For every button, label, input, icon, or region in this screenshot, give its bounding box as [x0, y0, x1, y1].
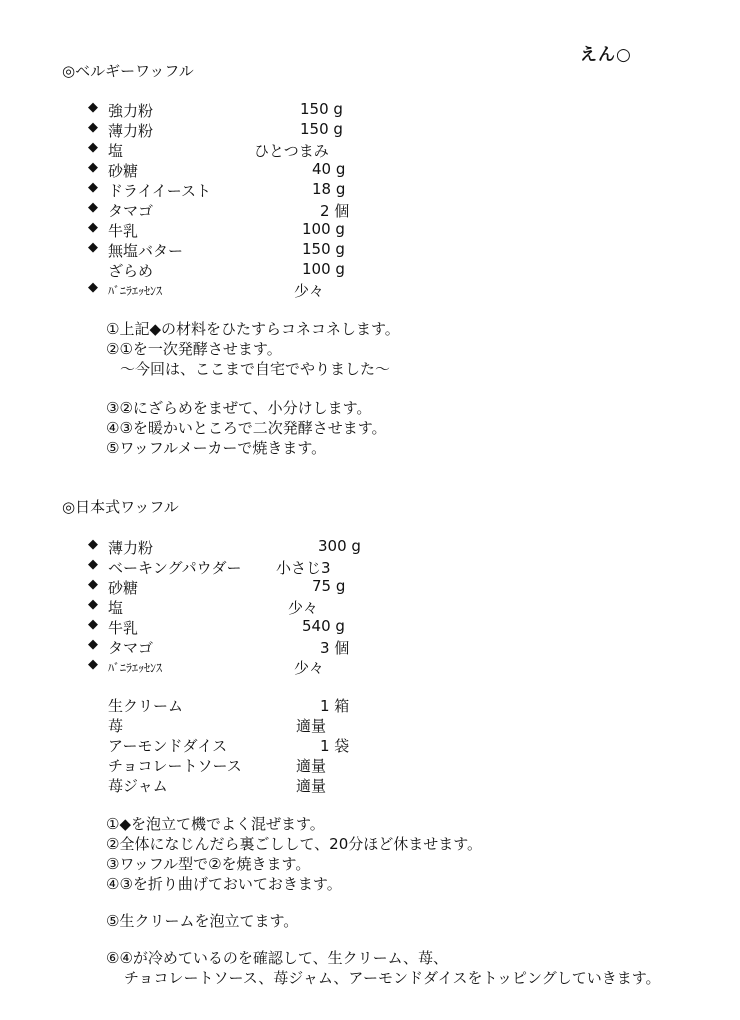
ingredient-row [88, 577, 388, 597]
section-title-belgian: ◎ベルギーワッフル [62, 62, 194, 80]
ingredient-name: タマゴ [108, 639, 154, 657]
step-text: ④③を折り曲げておいておきます。 [106, 875, 342, 893]
topping-qty: 1 箱 [320, 697, 350, 715]
author-name: えん○ [580, 45, 632, 65]
ingredient-qty: 540 g [302, 617, 345, 635]
ingredient-name: 砂糖 [108, 162, 139, 180]
ingredient-qty: 少々 [294, 659, 325, 677]
ingredient-row [88, 100, 388, 120]
topping-qty: 1 袋 [320, 737, 350, 755]
step-text: ⑤生クリームを泡立てます。 [106, 912, 299, 930]
ingredient-qty: 少々 [288, 599, 319, 617]
ingredient-name: 塩 [108, 599, 124, 617]
diamond-bullet-icon: ◆ [88, 577, 98, 592]
ingredient-row [88, 617, 388, 637]
diamond-bullet-icon: ◆ [88, 220, 98, 235]
step-text: ①◆を泡立て機でよく混ぜます。 [106, 815, 325, 833]
ingredient-name: 強力粉 [108, 102, 154, 120]
step-text: ⑥④が冷めているのを確認して、生クリーム、苺、 [106, 949, 449, 967]
ingredient-qty: 100 g [302, 220, 345, 238]
step-text: ③ワッフル型で②を焼きます。 [106, 855, 311, 873]
step-text: ⑤ワッフルメーカーで焼きます。 [106, 439, 327, 457]
ingredient-row [88, 200, 388, 220]
topping-name: アーモンドダイス [108, 737, 228, 755]
topping-qty: 適量 [296, 777, 327, 795]
ingredient-name: ざらめ [108, 262, 154, 280]
topping-name: 苺 [108, 717, 124, 735]
step-text: ④③を暖かいところで二次発酵させます。 [106, 419, 387, 437]
ingredient-qty: 小さじ3 [276, 559, 331, 577]
ingredient-name: ドライイースト [108, 182, 212, 200]
topping-row [108, 755, 368, 775]
step-text: ②①を一次発酵させます。 [106, 340, 282, 358]
ingredient-name: ﾊﾞﾆﾗｴｯｾﾝｽ [108, 284, 163, 298]
ingredient-name: 牛乳 [108, 222, 139, 240]
diamond-bullet-icon: ◆ [88, 200, 98, 215]
diamond-bullet-icon: ◆ [88, 557, 98, 572]
section-title-japanese: ◎日本式ワッフル [62, 498, 179, 516]
diamond-bullet-icon: ◆ [88, 617, 98, 632]
ingredient-qty: 18 g [312, 180, 346, 198]
ingredient-qty: ひとつまみ [254, 142, 329, 160]
ingredient-qty: 75 g [312, 577, 346, 595]
ingredient-qty: 100 g [302, 260, 345, 278]
diamond-bullet-icon: ◆ [88, 140, 98, 155]
ingredient-row [88, 557, 408, 577]
ingredient-row [88, 637, 388, 657]
ingredient-name: 薄力粉 [108, 122, 154, 140]
step-text: ③②にざらめをまぜて、小分けします。 [106, 399, 372, 417]
ingredient-name: ベーキングパウダー [108, 559, 242, 577]
ingredient-row [88, 160, 388, 180]
step-note: ～今回は、ここまで自宅でやりました～ [120, 360, 391, 378]
ingredient-name: タマゴ [108, 202, 154, 220]
step-text-continued: チョコレートソース、苺ジャム、アーモンドダイスをトッピングしていきます。 [124, 969, 661, 987]
ingredient-row [88, 180, 388, 200]
diamond-bullet-icon: ◆ [88, 120, 98, 135]
ingredient-name: 無塩バター [108, 242, 184, 260]
ingredient-qty: 150 g [300, 120, 343, 138]
ingredient-row [88, 657, 388, 677]
ingredient-name: ﾊﾞﾆﾗｴｯｾﾝｽ [108, 661, 163, 675]
ingredient-row [88, 120, 388, 140]
diamond-bullet-icon: ◆ [88, 637, 98, 652]
ingredient-row [88, 537, 388, 557]
ingredient-qty: 3 個 [320, 639, 350, 657]
topping-qty: 適量 [296, 717, 327, 735]
ingredient-row [88, 220, 388, 240]
topping-row [108, 775, 368, 795]
ingredient-name: 砂糖 [108, 579, 139, 597]
topping-name: 苺ジャム [108, 777, 168, 795]
step-text: ①上記◆の材料をひたすらコネコネします。 [106, 320, 400, 338]
topping-name: チョコレートソース [108, 757, 242, 775]
ingredient-row [88, 240, 388, 260]
diamond-bullet-icon: ◆ [88, 537, 98, 552]
ingredient-name: 薄力粉 [108, 539, 154, 557]
diamond-bullet-icon: ◆ [88, 160, 98, 175]
topping-row [108, 715, 368, 735]
ingredient-row [88, 280, 388, 300]
ingredient-row [88, 140, 388, 160]
ingredient-qty: 少々 [294, 282, 325, 300]
diamond-bullet-icon: ◆ [88, 280, 98, 295]
ingredient-name: 塩 [108, 142, 124, 160]
ingredient-qty: 150 g [300, 100, 343, 118]
topping-row [108, 735, 368, 755]
ingredient-row [88, 597, 388, 617]
ingredient-qty: 300 g [318, 537, 361, 555]
diamond-bullet-icon: ◆ [88, 597, 98, 612]
ingredient-qty: 150 g [302, 240, 345, 258]
diamond-bullet-icon: ◆ [88, 657, 98, 672]
diamond-bullet-icon: ◆ [88, 100, 98, 115]
ingredient-qty: 2 個 [320, 202, 350, 220]
topping-row [108, 695, 368, 715]
step-text: ②全体になじんだら裏ごしして、20分ほど休ませます。 [106, 835, 483, 853]
ingredient-qty: 40 g [312, 160, 346, 178]
topping-name: 生クリーム [108, 697, 184, 715]
topping-qty: 適量 [296, 757, 327, 775]
diamond-bullet-icon: ◆ [88, 240, 98, 255]
ingredient-name: 牛乳 [108, 619, 139, 637]
ingredient-row [88, 260, 388, 280]
diamond-bullet-icon: ◆ [88, 180, 98, 195]
